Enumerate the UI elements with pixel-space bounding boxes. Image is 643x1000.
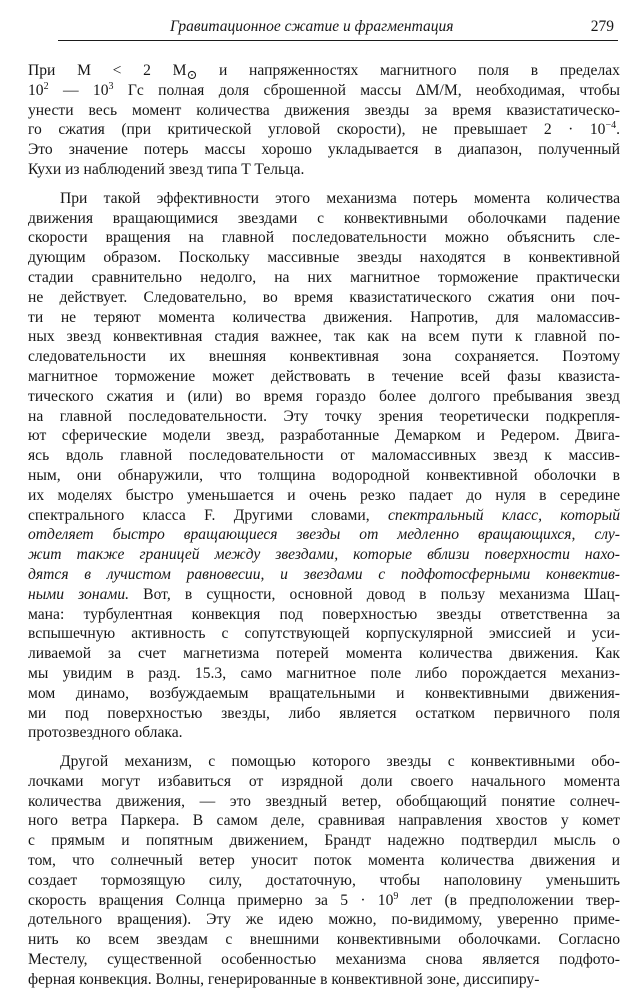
text-line (28, 486, 620, 506)
text-run: ным, они обнаружили, что толщина водородной конвективной оболочки в (28, 466, 620, 484)
text-line (28, 851, 620, 871)
superscript: 2 (43, 80, 49, 92)
emphasis-text: ными зонами. (28, 585, 130, 603)
text-run: вспышечную активность с сопутствующей корпускулярной эмиссией и уси- (28, 625, 620, 643)
text-run: ти не теряют момента количества движения. Напротив, для маломассив- (28, 308, 620, 326)
text-run: следовательности их внешняя конвективная зона сохраняется. Поэтому (28, 348, 620, 366)
text-line (28, 209, 620, 229)
text-run: ных звезд конвективная стадия важнее, так как на всем пути к главной по- (28, 328, 620, 346)
text-line (28, 792, 620, 812)
text-run: Местелу, существенной особенностью механизма снова является подфото- (28, 951, 620, 969)
page-body (28, 61, 620, 999)
text-line (28, 684, 620, 704)
text-run: Вот, в сущности, основной довод в пользу механизма Шац- (129, 585, 620, 603)
text-run: стадии сравнительно недолго, на них магнитное торможение практически (28, 268, 620, 286)
text-run: тического сжатия и (или) во время гораздо более долгого пребывания звезд (28, 387, 620, 405)
text-line (28, 308, 620, 328)
emphasis-text: жит также границей между звездами, которые вблизи поверхности нахо- (28, 546, 620, 564)
text-run: движения вращающимися звездами с конвективными оболочками падение (28, 209, 620, 227)
text-run: не действует. Следовательно, во время квазистатического сжатия они поч- (28, 288, 620, 306)
superscript: −4 (605, 120, 617, 132)
text-run: 10 (28, 81, 44, 99)
text-line (28, 723, 620, 743)
text-run: ясь вдоль главной последовательности от маломассивных звезд к массив- (28, 447, 620, 465)
text-line (28, 506, 620, 526)
text-run: том, что солнечный ветер уносит поток момента количества движения и (28, 852, 620, 870)
text-line (28, 891, 620, 911)
text-line (28, 268, 620, 288)
text-line (28, 160, 620, 180)
text-run: мы увидим в разд. 15.3, само магнитное поле либо порождается механиз- (28, 664, 620, 682)
text-run: При M < 2 M (28, 62, 187, 79)
superscript: 9 (393, 890, 399, 902)
text-line (28, 525, 620, 545)
running-title: Гравитационное сжатие и фрагментация (170, 18, 454, 35)
paragraph (28, 752, 620, 990)
emphasis-text: спектральный класс, который (387, 506, 620, 524)
text-line (28, 426, 620, 446)
text-line (28, 752, 620, 772)
text-line (28, 446, 620, 466)
text-run: ферная конвекция. Волны, генерированные в конвективной зоне, диссипиру- (28, 970, 540, 988)
text-run: ют сферические модели звезд, разработанные Демарком и Редером. Двига- (28, 427, 620, 445)
subscript: ⊙ (186, 67, 198, 83)
text-line (28, 228, 620, 248)
text-line (28, 644, 620, 664)
text-run: скорость вращения Солнца примерно за 5 · 10 (28, 891, 394, 909)
emphasis-text: отделяет быстро вращающиеся звезды от медленно вращающихся, слу- (28, 526, 620, 544)
text-run: ного ветра Паркера. В самом деле, сравнивая направления хвостов у комет (28, 812, 620, 830)
text-run: дотельного вращения). Эту же идею можно, по-видимому, уверенно приме- (28, 911, 620, 929)
text-line (28, 831, 620, 851)
text-run: Другой механизм, с помощью которого звезды с конвективными обо- (60, 753, 620, 771)
text-run: Кухи из наблюдений звезд типа T Тельца. (28, 160, 305, 178)
page-number: 279 (590, 18, 614, 35)
paragraph (28, 61, 620, 180)
text-line (28, 288, 620, 308)
text-line (28, 545, 620, 565)
text-run: их моделях быстро уменьшается и очень резко падает до нуля в середине (28, 486, 620, 504)
text-line (28, 605, 620, 625)
text-line (28, 120, 620, 140)
text-run: спектрального класса F. Другими словами, (28, 506, 388, 524)
text-line (28, 585, 620, 605)
text-run: . (616, 121, 620, 139)
text-line (28, 930, 620, 950)
text-line (28, 101, 620, 121)
text-run: лочками могут избавиться от изрядной доли своего начального момента (28, 772, 620, 790)
text-run: дующим образом. Поскольку массивные звезды находятся в конвективной (28, 249, 620, 267)
text-run: мом динамо, возбуждаемым вращательными и конвективными движения- (28, 684, 620, 702)
text-run: Это значение потерь массы хорошо укладывается в диапазон, полученный (28, 141, 620, 159)
emphasis-text: дятся в лучистом равновесии, и звездами с подфотосферными конвектив- (28, 565, 620, 583)
text-run: протозвездного облака. (28, 724, 183, 742)
text-run: ливаемой за счет магнетизма потерей момента количества движения. Как (28, 645, 620, 663)
paragraph (28, 189, 620, 743)
text-run: мана: турбулентная конвекция под поверхностью звезды ответственна за (28, 605, 620, 623)
text-run: — 10 (48, 81, 109, 99)
text-line (28, 871, 620, 891)
text-line (28, 772, 620, 792)
text-line (28, 624, 620, 644)
text-run: на главной последовательности. Эту точку зрения теоретически подкрепля- (28, 407, 620, 425)
text-line (28, 407, 620, 427)
text-line (28, 565, 620, 585)
text-line (28, 189, 620, 209)
text-line (28, 466, 620, 486)
text-line (28, 248, 620, 268)
text-run: унести весь момент количества движения звезды за время квазистатическо- (28, 101, 620, 119)
text-line (28, 664, 620, 684)
text-run: с прямым и попятным движением, Брандт надежно подтвердил мысль о (28, 832, 620, 850)
text-line (28, 704, 620, 724)
text-line (28, 81, 620, 101)
text-run: скорости вращения на главной последовательности можно объяснить сле- (28, 229, 620, 247)
text-run: и напряженностях магнитного поля в пределах (197, 62, 620, 79)
running-header (58, 18, 618, 41)
text-run: При такой эффективности этого механизма потерь момента количества (60, 189, 620, 207)
text-line (28, 910, 620, 930)
text-run: количества движения, — это звездный ветер, обобщающий понятие солнеч- (28, 792, 620, 810)
text-run: ми под поверхностью звезды, либо является остатком первичного поля (28, 704, 620, 722)
text-run: Гс полная доля сброшенной массы ΔM/M, необходимая, чтобы (113, 81, 621, 99)
text-run: го сжатия (при критической угловой скорости), не превышает 2 · 10 (28, 121, 606, 139)
text-line (28, 367, 620, 387)
text-line (28, 387, 620, 407)
text-line (28, 327, 620, 347)
text-line (28, 950, 620, 970)
text-line (28, 347, 620, 367)
text-run: нить ко всем звездам с внешними конвективными оболочками. Согласно (28, 931, 620, 949)
text-line (28, 970, 620, 990)
text-line (28, 811, 620, 831)
text-line (28, 61, 620, 81)
superscript: 3 (108, 80, 114, 92)
text-run: магнитное торможение может действовать в течение всей фазы квазистa- (28, 367, 620, 385)
text-line (28, 140, 620, 160)
text-run: лет (в предположении твер- (398, 891, 620, 909)
text-run: создает тормозящую силу, достаточную, чтобы наполовину уменьшить (28, 871, 620, 889)
